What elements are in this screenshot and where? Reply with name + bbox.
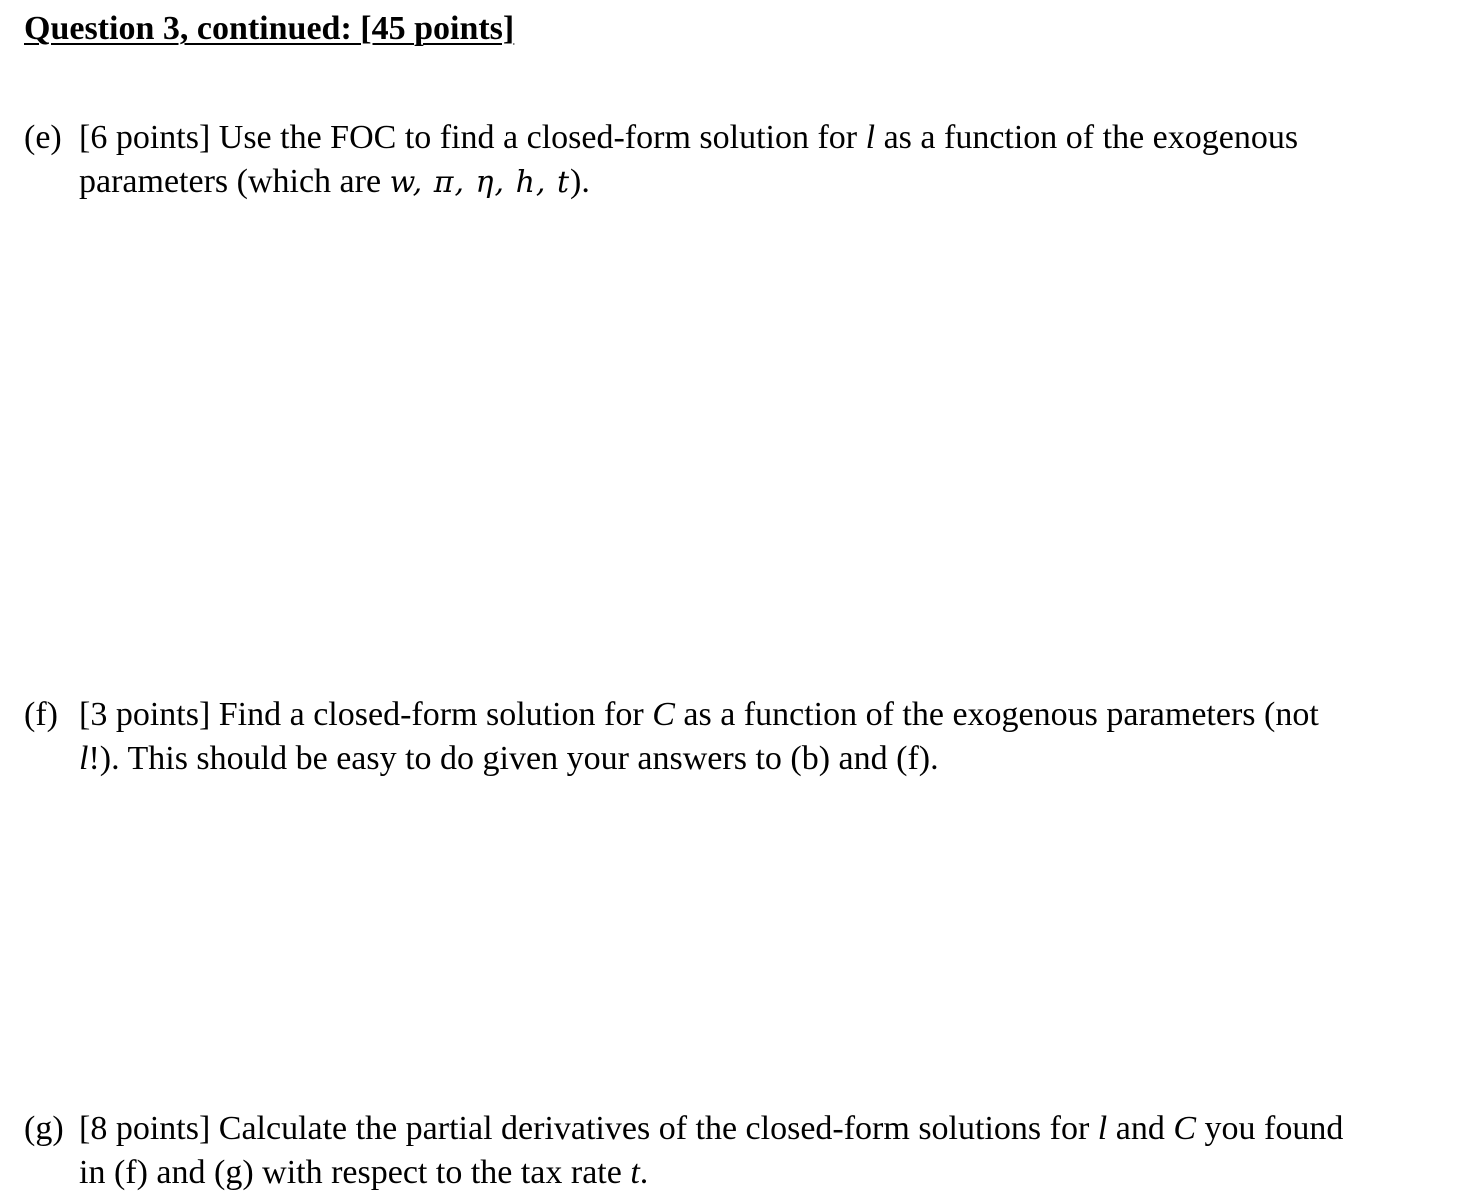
- exogenous-parameters: w, π, η, h, t: [389, 165, 571, 200]
- question-g-text-1a: [8 points] Calculate the partial derivatives of the closed-form solutions for: [79, 1110, 1098, 1147]
- variable-l: l: [79, 740, 89, 777]
- question-f-text-1b: as a function of the exogenous parameters (not: [674, 696, 1319, 733]
- variable-l: l: [865, 119, 876, 156]
- question-f-line-1: [24, 693, 1444, 737]
- question-f-text-1a: [3 points] Find a closed-form solution for: [79, 696, 653, 733]
- question-e-line-1: [24, 116, 1444, 160]
- question-g-text-1b: and: [1107, 1110, 1174, 1147]
- question-f-line-2: [24, 737, 1444, 781]
- question-f-text-2b: !). This should be easy to do given your answers to (b) and (f).: [88, 740, 939, 777]
- question-g-text-1c: you found: [1196, 1110, 1344, 1147]
- question-g-label: (g): [24, 1110, 64, 1147]
- question-e: [24, 116, 1444, 205]
- question-f: [24, 693, 1444, 781]
- question-e-text-1a: [6 points] Use the FOC to find a closed-form solution for: [79, 119, 866, 156]
- question-g-line-1: [24, 1107, 1444, 1151]
- variable-C: C: [652, 696, 675, 733]
- question-e-text-2a: parameters (which are: [79, 163, 390, 200]
- question-g: [24, 1107, 1444, 1195]
- question-g-line-2: [24, 1151, 1444, 1195]
- question-e-line-2: [24, 160, 1444, 205]
- question-e-text-1b: as a function of the exogenous: [875, 119, 1299, 156]
- question-f-label: (f): [24, 696, 58, 733]
- question-heading: Question 3, continued: [45 points]: [24, 10, 515, 47]
- variable-C: C: [1173, 1110, 1197, 1147]
- question-e-label: (e): [24, 119, 62, 156]
- variable-t: t: [630, 1154, 640, 1191]
- variable-l: l: [1097, 1110, 1108, 1147]
- question-g-text-2b: .: [639, 1154, 649, 1191]
- question-e-text-2b: ).: [570, 163, 590, 200]
- question-g-text-2a: in (f) and (g) with respect to the tax rate: [79, 1154, 631, 1191]
